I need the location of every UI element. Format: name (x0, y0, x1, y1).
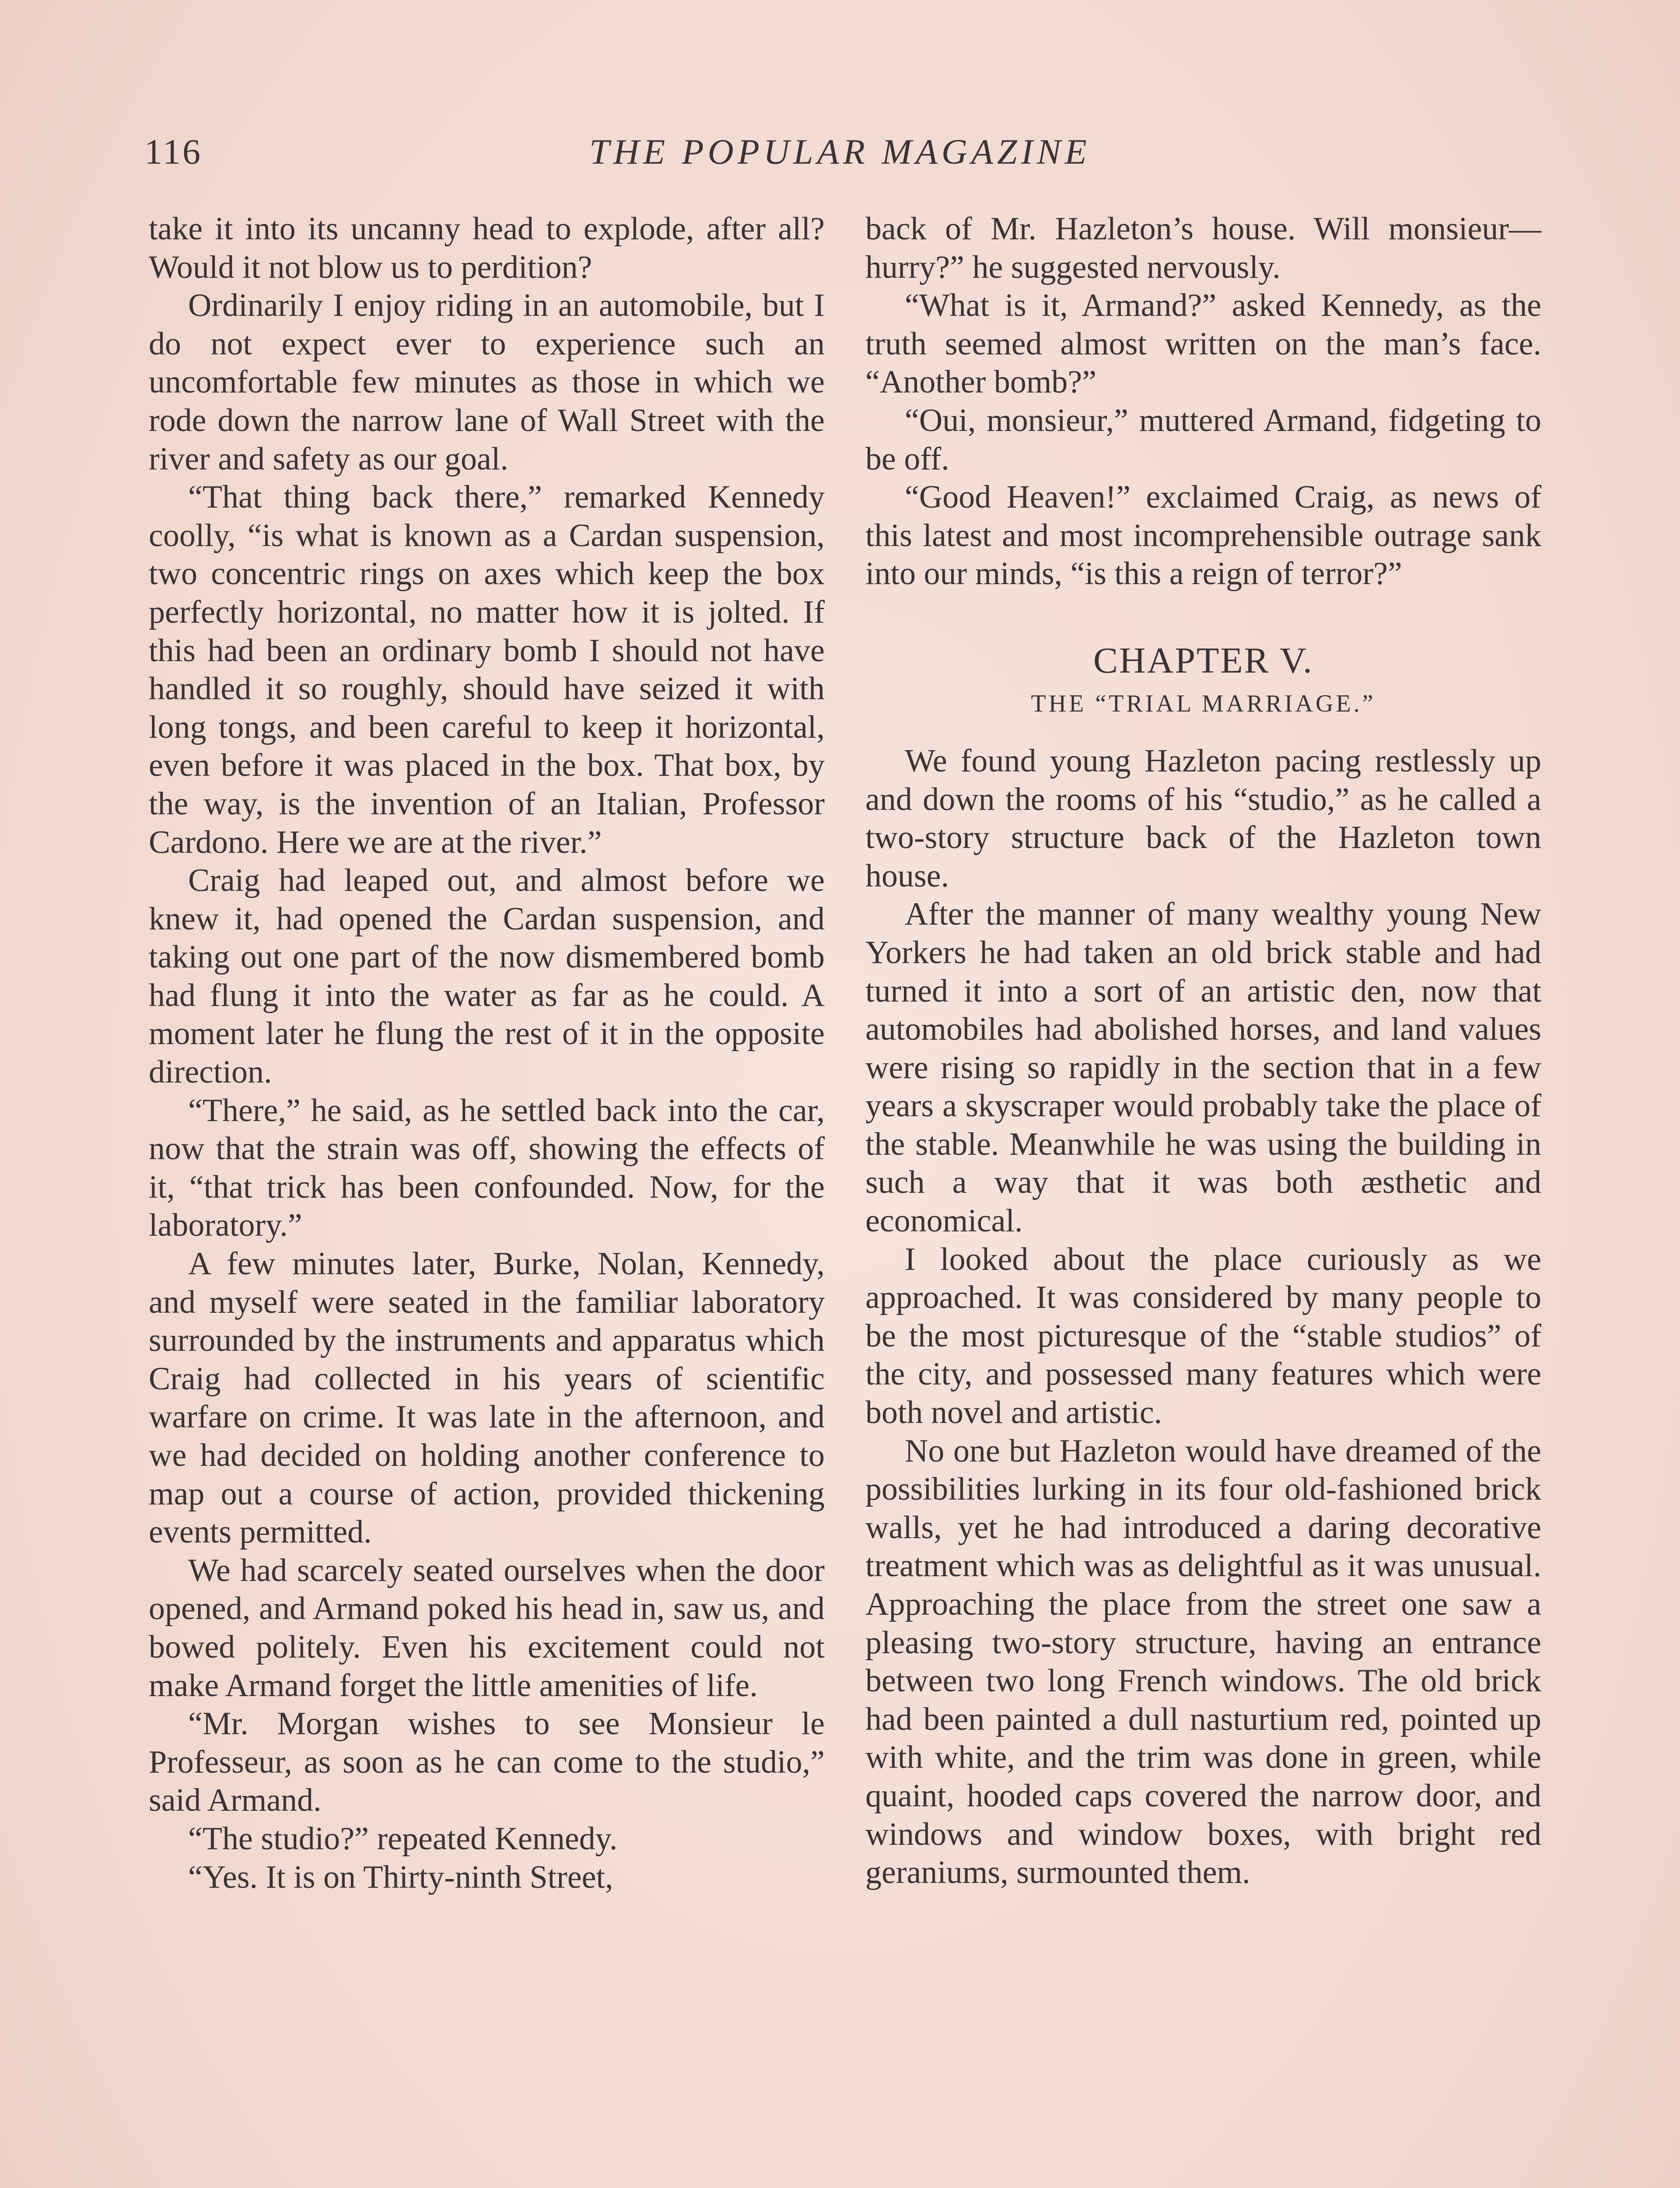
paragraph: take it into its uncanny head to explode, after all? Would it not blow us to perdition? (149, 211, 825, 285)
paragraph: “Good Heaven!” exclaimed Craig, as news of this latest and most incomprehensible outrage sank into our minds, “is this a reign of terror?” (865, 479, 1541, 592)
chapter-heading: CHAPTER V. (1093, 640, 1314, 681)
paragraph: I looked about the place curiously as we approached. It was considered by many people to be the most picturesque of the “stable studios” of the city, and possessed many features which were both novel and artistic. (865, 1241, 1541, 1431)
paragraph: We had scarcely seated ourselves when the door opened, and Armand poked his head in, saw us, and bowed politely. Even his excitement could not make Armand forget the little amenities of life. (149, 1552, 825, 1704)
page-header (144, 131, 1536, 188)
paragraph: After the manner of many wealthy young New Yorkers he had taken an old brick stable and had turned it into a sort of an artistic den, now that automobiles had abolished horses, and land values were rising so rapidly in the section that in a few years a skyscraper would probably take the place of the stable. Meanwhile he was using the building in such a way that it was both æsthetic and economical. (865, 896, 1541, 1239)
right-column (865, 210, 1541, 1892)
paragraph: back of Mr. Hazleton’s house. Will monsieur—hurry?” he suggested nervously. (865, 211, 1541, 285)
paragraph: No one but Hazleton would have dreamed of the possibilities lurking in its four old-fashioned brick walls, yet he had introduced a daring decorative treatment which was as delightful as it was unusual. Approaching the place from the street one saw a pleasing two-story structure, having an entrance between two long French windows. The old brick had been painted a dull nasturtium red, pointed up with white, and the trim was done in green, while quaint, hooded caps covered the narrow door, and windows and window boxes, with bright red geraniums, surmounted them. (865, 1433, 1541, 1891)
left-column (149, 210, 825, 1897)
paragraph: A few minutes later, Burke, Nolan, Kennedy, and myself were seated in the familiar laboratory surrounded by the instruments and apparatus which Craig had collected in his years of scientific warfare on crime. It was late in the afternoon, and we had decided on holding another conference to map out a course of action, provided thickening events permitted. (149, 1246, 825, 1550)
chapter-subtitle: THE “TRIAL MARRIAGE.” (1031, 690, 1376, 717)
running-title: THE POPULAR MAGAZINE (589, 132, 1091, 172)
paragraph: “There,” he said, as he settled back into the car, now that the strain was off, showing the effects of it, “that trick has been confounded. Now, for the laboratory.” (149, 1092, 825, 1244)
paragraph: “The studio?” repeated Kennedy. (188, 1820, 618, 1857)
paragraph: Craig had leaped out, and almost before we knew it, had opened the Cardan suspension, and taking out one part of the now dismembered bomb had flung it into the water as far as he could. A moment later he flung the rest of it in the opposite direction. (149, 863, 825, 1090)
paragraph: “Oui, monsieur,” muttered Armand, fidgeting to be off. (865, 402, 1541, 477)
paragraph: “What is it, Armand?” asked Kennedy, as the truth seemed almost written on the man’s face. “Another bomb?” (865, 288, 1541, 400)
paragraph: “That thing back there,” remarked Kennedy coolly, “is what is known as a Cardan suspension, two concentric rings on axes which keep the box perfectly horizontal, no matter how it is jolted. If this had been an ordinary bomb I should not have handled it so roughly, should have seized it with long tongs, and been careful to keep it horizontal, even before it was placed in the box. That box, by the way, is the invention of an Italian, Professor Cardono. Here we are at the river.” (149, 479, 825, 860)
paragraph: “Yes. It is on Thirty-ninth Street, (188, 1859, 613, 1895)
page-number: 116 (144, 132, 202, 172)
paragraph: Ordinarily I enjoy riding in an automobile, but I do not expect ever to experience such an uncomfortable few minutes as those in which we rode down the narrow lane of Wall Street with the river and safety as our goal. (149, 288, 825, 477)
paragraph: “Mr. Morgan wishes to see Monsieur le Professeur, as soon as he can come to the studio,” said Armand. (149, 1706, 825, 1819)
paragraph: We found young Hazleton pacing restlessly up and down the rooms of his “studio,” as he called a two-story structure back of the Hazleton town house. (865, 743, 1541, 894)
